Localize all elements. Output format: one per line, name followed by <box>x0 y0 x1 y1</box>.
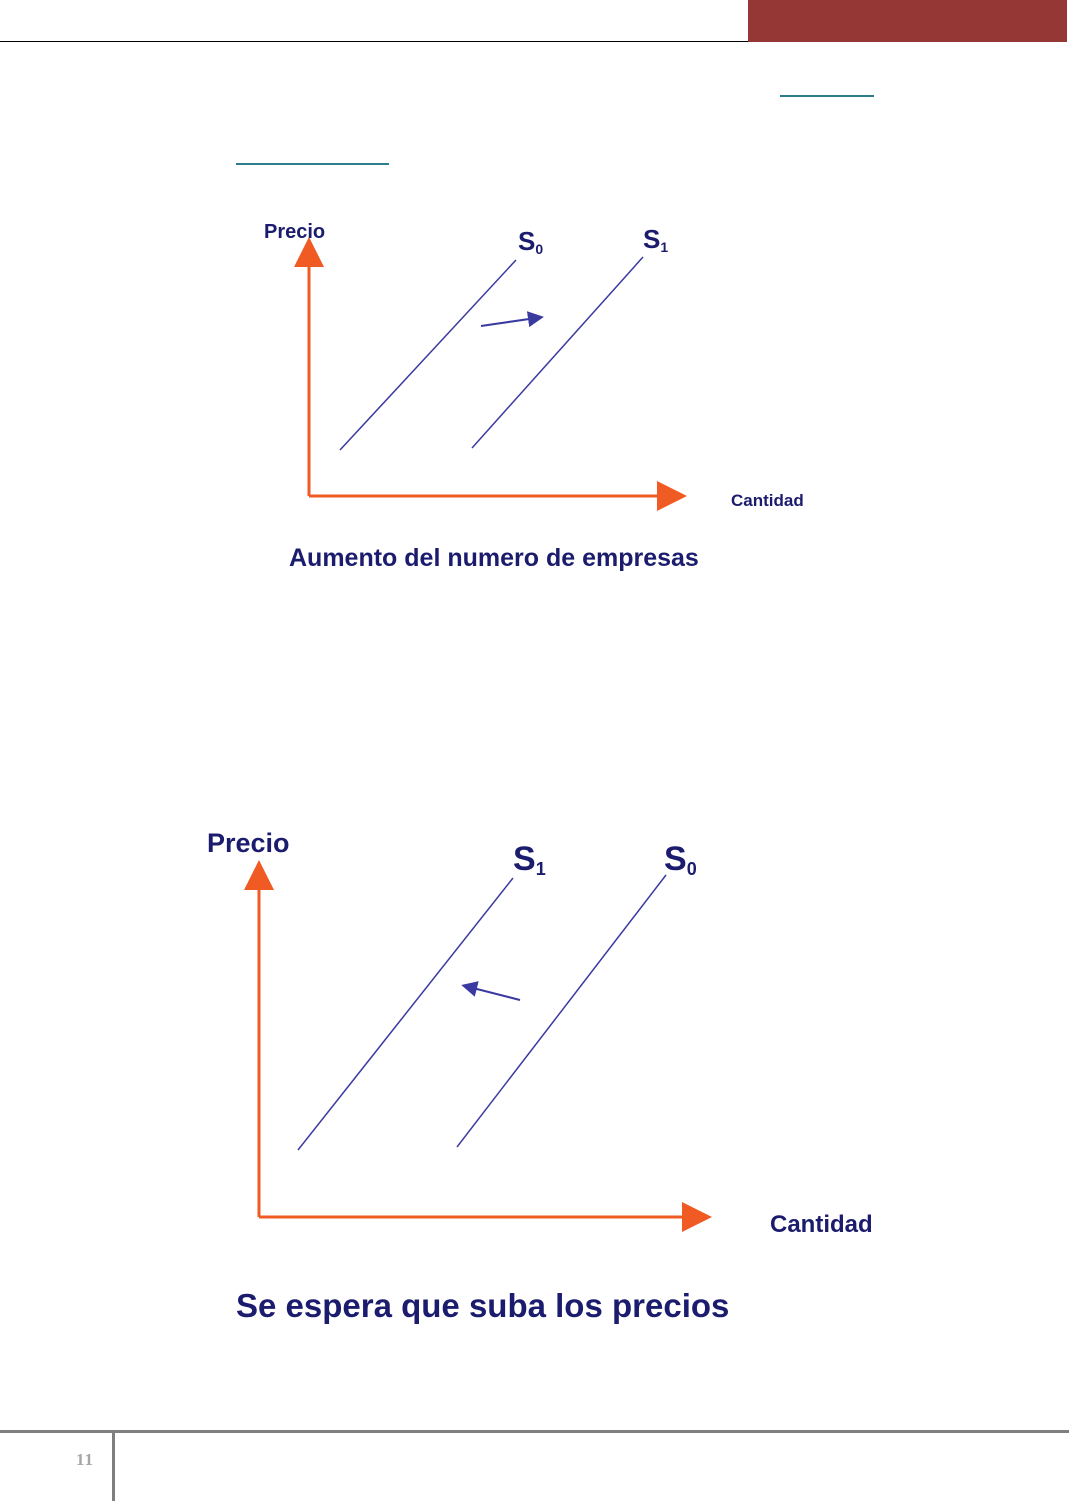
supply-curve-s1 <box>298 878 513 1150</box>
supply-shift-diagram-2 <box>0 820 1069 1340</box>
footer-divider <box>112 1433 115 1501</box>
x-axis-label: Cantidad <box>731 491 804 510</box>
curve-label-right: S1 <box>643 224 669 255</box>
header-accent-bar <box>748 0 1067 42</box>
supply-curve-s1 <box>472 257 643 448</box>
supply-curve-s0 <box>340 260 516 450</box>
x-axis-label: Cantidad <box>770 1211 873 1238</box>
hyperlink-underline[interactable] <box>780 95 874 97</box>
supply-shift-diagram-1 <box>0 200 1069 590</box>
curve-label-right: S0 <box>664 840 697 879</box>
hyperlink-underline[interactable] <box>236 163 389 165</box>
supply-curve-s0 <box>457 875 666 1147</box>
page-number: 11 <box>76 1450 95 1469</box>
header-rule <box>0 41 748 42</box>
shift-arrow-right <box>481 318 536 326</box>
footer-rule <box>0 1430 1069 1433</box>
shift-arrow-left <box>469 987 520 1000</box>
curve-label-left: S1 <box>513 840 546 879</box>
figure-caption: Se espera que suba los precios <box>236 1287 730 1324</box>
figure-caption: Aumento del numero de empresas <box>289 544 699 572</box>
y-axis-label: Precio <box>207 828 290 858</box>
y-axis-label: Precio <box>264 221 326 243</box>
curve-label-left: S0 <box>518 226 544 257</box>
